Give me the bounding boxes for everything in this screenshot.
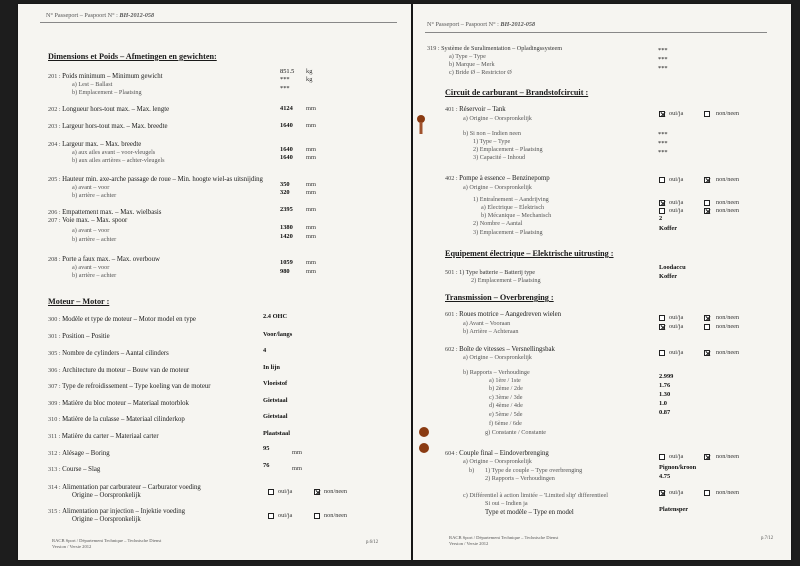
unit-202: mm — [306, 105, 316, 112]
row-number: 313 : — [48, 466, 61, 473]
value-306: In lijn — [263, 364, 280, 371]
row-number: 300 : — [48, 316, 61, 323]
row-number: 306 : — [48, 367, 61, 374]
checkbox-604-no-label: non/neen — [716, 453, 740, 460]
row-label: Voie max. – Max. spoor — [62, 217, 128, 224]
checkbox-402-no-label: non/neen — [716, 176, 740, 183]
row-201-sub-a: a) Lest – Ballast — [72, 81, 113, 88]
row-207-sub-a: a) avant – voor — [72, 227, 110, 234]
row-number: 314 : — [48, 484, 61, 491]
checkbox-604-no[interactable] — [704, 454, 710, 460]
value-205-a: 350 — [280, 181, 290, 188]
unit-208-b: mm — [306, 268, 316, 275]
row-label: Position – Positie — [62, 333, 110, 340]
checkbox-604-yes-label: oui/ja — [669, 453, 684, 460]
value-311: Plaatstaal — [263, 430, 290, 437]
row-401-sub-b: b) Si non – Indien neen — [463, 130, 521, 137]
passport-number: BH-2012-058 — [119, 12, 155, 19]
row-202 — [48, 107, 169, 114]
footer-line-1: RACB Sport / Département Technique – Technische Dienst — [449, 535, 559, 540]
row-number: 311 : — [48, 433, 61, 440]
row-number: 202 : — [48, 106, 61, 113]
checkbox-402-yes[interactable] — [659, 177, 665, 183]
row-300 — [48, 317, 196, 324]
checkbox-402-mechanical-no-label: non/neen — [716, 207, 740, 214]
value-203: 1640 — [280, 122, 293, 129]
section-electrical-title: Equipement électrique – Elektrische uitrusting : — [445, 249, 614, 258]
value-205-b: 320 — [280, 189, 290, 196]
checkbox-402-mechanical-yes-label: oui/ja — [669, 207, 684, 214]
row-label: Largeur hors-tout max. – Max. breedte — [62, 123, 168, 130]
row-604 — [445, 451, 549, 458]
row-number: 401 : — [445, 106, 458, 113]
row-307 — [48, 384, 211, 391]
row-label: Boîte de vitesses – Versnellingsbak — [459, 346, 555, 353]
row-label: 1) Type batterie – Batterij type — [459, 269, 536, 276]
value-604-ratio: 4.75 — [659, 473, 671, 480]
row-label: Nombre de cylinders – Aantal cilinders — [62, 350, 169, 357]
row-205-sub-b: b) arrière – achter — [72, 192, 117, 199]
value-207-a: 1380 — [280, 224, 293, 231]
row-319-sub-c: c) Bride Ø – Restrictor Ø — [449, 69, 512, 76]
punch-hole-top-icon — [413, 112, 429, 138]
row-label: Empattement max. – Max. wielbasis — [62, 209, 162, 216]
footer-right — [449, 535, 558, 546]
checkbox-402-no[interactable] — [704, 177, 710, 183]
value-207-b: 1420 — [280, 233, 293, 240]
checkbox-604-lsd-yes-label: oui/ja — [669, 489, 684, 496]
passport-number: BH-2012-058 — [500, 21, 536, 28]
unit-205-a: mm — [306, 181, 316, 188]
row-label: Réservoir – Tank — [459, 106, 506, 113]
row-label: Matière du bloc moteur – Materiaal motorblok — [62, 400, 189, 407]
value-204-b: 1640 — [280, 154, 293, 161]
row-label: Hauteur min. axe-arche passage de roue – Min. hoogte wiel-as uitsnijding — [62, 176, 263, 183]
value-604-type: Pignon/kroon — [659, 464, 697, 471]
checkbox-402-electric-yes-label: oui/ja — [669, 199, 684, 206]
unit-205-b: mm — [306, 189, 316, 196]
gear-value: 2.999 — [659, 373, 674, 380]
checkbox-602-yes[interactable] — [659, 350, 665, 356]
value-401-2: *** — [658, 140, 668, 147]
checkbox-604-yes[interactable] — [659, 454, 665, 460]
row-number: 204 : — [48, 141, 61, 148]
row-number: 307 : — [48, 383, 61, 390]
row-604-sub-si: Si oui – Indien ja — [485, 500, 528, 507]
value-402-location: Koffer — [659, 225, 678, 232]
checkbox-401-yes-label: oui/ja — [669, 110, 684, 117]
unit-208-a: mm — [306, 259, 316, 266]
footer-line-1: RACB Sport / Département Technique – Technische Dienst — [52, 538, 162, 543]
gear-value: 0.87 — [659, 409, 671, 416]
page-number-right: p.7/12 — [761, 536, 774, 541]
row-402-sub-a: a) Origine – Oorspronkelijk — [463, 184, 532, 191]
row-319-sub-a: a) Type – Type — [449, 53, 486, 60]
unit-204-b: mm — [306, 154, 316, 161]
row-602-sub-a: a) Origine – Oorspronkelijk — [463, 354, 532, 361]
value-401-3: *** — [658, 149, 668, 156]
row-301 — [48, 334, 110, 341]
row-number: 601 : — [445, 311, 458, 318]
value-319-b: *** — [658, 56, 668, 63]
gear-label: b) 2ème / 2de — [489, 385, 523, 392]
row-number: 208 : — [48, 256, 61, 263]
row-number: 604 : — [445, 450, 458, 457]
row-402-sub-2: 2) Nombre – Aantal — [473, 220, 523, 227]
checkbox-402-yes-label: oui/ja — [669, 176, 684, 183]
row-204-sub-a: a) aux ailes avant – voor-vleugels — [72, 149, 156, 156]
row-201 — [48, 74, 163, 81]
row-205-sub-a: a) avant – voor — [72, 184, 110, 191]
row-306 — [48, 368, 189, 375]
section-motor-title: Moteur – Motor : — [48, 297, 110, 306]
row-602 — [445, 347, 555, 354]
row-label: Longueur hors-tout max. – Max. lengte — [62, 106, 170, 113]
row-number: 305 : — [48, 350, 61, 357]
value-402-count: 2 — [659, 215, 663, 222]
row-number: 203 : — [48, 123, 61, 130]
checkbox-315-yes-label: oui/ja — [278, 512, 293, 519]
unit-203: mm — [306, 122, 316, 129]
unit-207-b: mm — [306, 233, 316, 240]
gear-label: c) 3ème / 3de — [489, 394, 523, 401]
checkbox-601-front-yes[interactable] — [659, 315, 665, 321]
checkbox-601-rear-yes-label: oui/ja — [669, 323, 684, 330]
value-307: Vloeistof — [263, 380, 288, 387]
unit-312: mm — [292, 449, 302, 456]
value-312: 95 — [263, 445, 270, 452]
row-number: 315 : — [48, 508, 61, 515]
row-401 — [445, 107, 506, 114]
checkbox-315-no[interactable] — [314, 513, 320, 519]
value-208-b: 980 — [280, 268, 290, 275]
gear-label: g) Constante / Constante — [485, 429, 547, 436]
checkbox-314-no-label: non/neen — [324, 488, 348, 495]
row-205 — [48, 177, 263, 184]
row-501-sub-2: 2) Emplacement – Plaatsing — [471, 277, 541, 284]
unit-313: mm — [292, 465, 302, 472]
checkbox-604-lsd-no[interactable] — [704, 490, 710, 496]
row-label: Course – Slag — [62, 466, 101, 473]
row-label: Type de refroidissement – Type koeling van de moteur — [62, 383, 211, 390]
checkbox-315-no-label: non/neen — [324, 512, 348, 519]
row-305 — [48, 351, 169, 358]
row-number: 310 : — [48, 416, 61, 423]
punch-mark — [419, 443, 429, 453]
value-204-a: 1640 — [280, 146, 293, 153]
row-401-sub-b3: 3) Capacité – Inhoud — [473, 154, 526, 161]
row-number: 319 : — [427, 45, 440, 52]
value-319-c: *** — [658, 65, 668, 72]
unit-207-a: mm — [306, 224, 316, 231]
right-page — [413, 4, 791, 560]
row-402-sub-1b: b) Mécanique – Mechanisch — [481, 212, 552, 219]
checkbox-601-front-yes-label: oui/ja — [669, 314, 684, 321]
checkbox-601-front-no[interactable] — [704, 315, 710, 321]
footer-line-2: Version / Versie 2012 — [52, 543, 92, 549]
passport-header — [46, 12, 154, 19]
row-401-sub-a: a) Origine – Oorspronkelijk — [463, 115, 532, 122]
value-201-location: *** — [280, 85, 290, 92]
value-202: 4124 — [280, 105, 293, 112]
value-300: 2.4 OHC — [263, 313, 288, 320]
value-206: 2395 — [280, 206, 293, 213]
checkbox-402-electric-no[interactable] — [704, 200, 710, 206]
row-number: 205 : — [48, 176, 61, 183]
checkbox-401-no[interactable] — [704, 111, 710, 117]
value-501-battery: Loodaccu — [659, 264, 686, 271]
row-604-sub-b1: 1) Type de couple – Type overbrenging — [485, 467, 583, 474]
checkbox-602-yes-label: oui/ja — [669, 349, 684, 356]
value-401-1: *** — [658, 131, 668, 138]
row-604-sub-b: b) — [469, 467, 475, 474]
value-604-type-model: Platensper — [659, 506, 689, 513]
section-dimensions-title: Dimensions et Poids – Afmetingen en gewichten: — [48, 52, 217, 61]
row-207-sub-b: b) arrière – achter — [72, 236, 117, 243]
gear-value: 1.0 — [659, 400, 667, 407]
row-402-sub-1a: a) Electrique – Elektrisch — [481, 204, 545, 211]
section-fuel-title: Circuit de carburant – Brandstofcircuit : — [445, 88, 589, 97]
value-319-a: *** — [658, 47, 668, 54]
row-312 — [48, 451, 110, 458]
row-label: Architecture du moteur – Bouw van de moteur — [62, 367, 190, 374]
header-rule — [40, 22, 397, 23]
gear-label: f) 6ème / 6de — [489, 420, 522, 427]
value-208-a: 1059 — [280, 259, 293, 266]
checkbox-602-no[interactable] — [704, 350, 710, 356]
row-314-sub: Origine – Oorspronkelijk — [72, 492, 141, 499]
punch-mark — [419, 427, 429, 437]
value-201-weight: 851.5 — [280, 68, 295, 75]
row-label: Alimentation par carburateur – Carburator voeding — [62, 484, 201, 491]
gear-value: 1.76 — [659, 382, 671, 389]
value-310: Gietstaal — [263, 413, 288, 420]
checkbox-314-no[interactable] — [314, 489, 320, 495]
checkbox-315-yes[interactable] — [268, 513, 274, 519]
punch-mark — [420, 122, 423, 134]
checkbox-604-lsd-no-label: non/neen — [716, 489, 740, 496]
row-label: Modèle et type de moteur – Motor model en type — [62, 316, 196, 323]
row-label: Alésage – Boring — [62, 450, 110, 457]
row-601-sub-a: a) Avant – Vooraan — [463, 320, 511, 327]
passport-header-right — [427, 21, 535, 28]
row-203 — [48, 124, 168, 131]
row-label: Pompe à essence – Benzinepomp — [459, 175, 550, 182]
value-313: 76 — [263, 462, 270, 469]
row-number: 206 : — [48, 209, 61, 216]
row-204 — [48, 142, 141, 149]
row-601 — [445, 312, 561, 319]
value-301: Voor/langs — [263, 331, 293, 338]
row-label: Roues motrice – Aangedreven wielen — [459, 311, 562, 318]
checkbox-601-rear-yes[interactable] — [659, 324, 665, 330]
value-305: 4 — [263, 347, 267, 354]
row-402-sub-1: 1) Entraînement – Aandrijving — [473, 196, 549, 203]
row-number: 501 : — [445, 269, 458, 276]
row-number: 309 : — [48, 400, 61, 407]
checkbox-401-no-label: non/neen — [716, 110, 740, 117]
row-number: 301 : — [48, 333, 61, 340]
row-label: Système de Suralimentation – Opladingssysteem — [441, 45, 563, 52]
row-402-sub-3: 3) Emplacement – Plaatsing — [473, 229, 543, 236]
row-label: Largeur max. – Max. breedte — [62, 141, 142, 148]
row-309 — [48, 401, 189, 408]
gear-value: 1.30 — [659, 391, 671, 398]
row-label: Matière de la culasse – Materiaal cilinderkop — [62, 416, 185, 423]
checkbox-402-mechanical-yes[interactable] — [659, 208, 665, 214]
row-207 — [48, 218, 127, 225]
row-313 — [48, 467, 100, 474]
checkbox-602-no-label: non/neen — [716, 349, 740, 356]
unit-201-weight: kg — [306, 68, 313, 75]
row-319 — [427, 46, 562, 52]
checkbox-402-electric-no-label: non/neen — [716, 199, 740, 206]
section-transmission-title: Transmission – Overbrenging : — [445, 293, 554, 302]
gear-label: d) 4ème / 4de — [489, 402, 523, 409]
row-208-sub-b: b) arrière – achter — [72, 272, 117, 279]
checkbox-601-rear-no[interactable] — [704, 324, 710, 330]
unit-206: mm — [306, 206, 316, 213]
row-label: Porte a faux max. – Max. overbouw — [62, 256, 160, 263]
row-number: 602 : — [445, 346, 458, 353]
punch-hole-bottom-icon — [415, 424, 433, 458]
row-label: Alimentation par injection – Injektie voeding — [62, 508, 185, 515]
row-201-sub-b: b) Emplacement – Plaatsing — [72, 89, 142, 96]
left-page — [18, 4, 411, 560]
row-401-sub-b2: 2) Emplacement – Plaatsing — [473, 146, 543, 153]
row-number: 312 : — [48, 450, 61, 457]
checkbox-601-front-no-label: non/neen — [716, 314, 740, 321]
footer-left — [52, 538, 161, 549]
row-401-sub-b1: 1) Type – Type — [473, 138, 511, 145]
page-number-left: p.6/12 — [366, 540, 379, 545]
value-201-ballast: *** — [280, 76, 290, 83]
row-604-sub-c: c) Différentiel à action limitée – 'Limited slip' differentieel — [463, 492, 608, 499]
row-604-sub-a: a) Origine – Oorspronkelijk — [463, 458, 532, 465]
checkbox-314-yes[interactable] — [268, 489, 274, 495]
row-204-sub-b: b) aux ailes arrières – achter-vleugels — [72, 157, 165, 164]
checkbox-402-mechanical-no[interactable] — [704, 208, 710, 214]
passport-label: N° Passeport – Paspoort N° : — [427, 21, 499, 28]
row-601-sub-b: b) Arrière – Achteraan — [463, 328, 519, 335]
row-number: 201 : — [48, 73, 61, 80]
row-208-sub-a: a) avant – voor — [72, 264, 110, 271]
row-label: Matière du carter – Materiaal carter — [61, 433, 159, 440]
row-310 — [48, 417, 185, 424]
row-604-sub-b2: 2) Rapports – Verhoudingen — [485, 475, 555, 482]
value-309: Gietstaal — [263, 397, 288, 404]
row-402 — [445, 176, 550, 183]
value-501-location: Koffer — [659, 273, 678, 280]
row-501 — [445, 270, 535, 276]
header-rule-right — [425, 32, 767, 33]
passport-label: N° Passeport – Paspoort N° : — [46, 12, 118, 19]
row-number: 402 : — [445, 175, 458, 182]
row-206 — [48, 210, 161, 217]
row-319-sub-b: b) Marque – Merk — [449, 61, 495, 68]
footer-line-2: Version / Versie 2012 — [449, 540, 489, 546]
punch-mark — [417, 115, 425, 123]
checkbox-401-yes[interactable] — [659, 111, 665, 117]
row-label: Poids minimum – Minimum gewicht — [62, 73, 163, 80]
unit-204-a: mm — [306, 146, 316, 153]
row-602-sub-b: b) Rapports – Verhoudinge — [463, 369, 530, 376]
row-604-sub-type-model: Type et modèle – Type en model — [485, 509, 574, 516]
checkbox-402-electric-yes[interactable] — [659, 200, 665, 206]
row-311 — [48, 434, 159, 441]
checkbox-604-lsd-yes[interactable] — [659, 490, 665, 496]
gear-label: a) 1ère / 1ste — [489, 377, 521, 384]
row-label: Couple final – Eindoverbrenging — [459, 450, 549, 457]
checkbox-314-yes-label: oui/ja — [278, 488, 293, 495]
checkbox-601-rear-no-label: non/neen — [716, 323, 740, 330]
row-315-sub: Origine – Oorspronkelijk — [72, 516, 141, 523]
unit-201-ballast: kg — [306, 76, 313, 83]
row-315 — [48, 509, 185, 516]
row-314 — [48, 485, 201, 492]
row-208 — [48, 257, 160, 264]
row-number: 207 : — [48, 217, 61, 224]
gear-label: e) 5ème / 5de — [489, 411, 523, 418]
